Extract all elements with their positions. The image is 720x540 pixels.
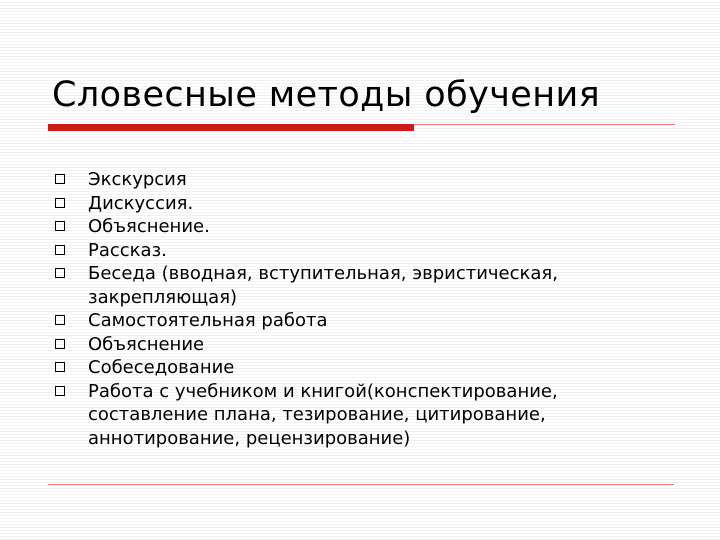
bullet-item	[0, 168, 648, 192]
title-underline	[414, 124, 675, 125]
bullet-item	[0, 215, 648, 239]
bullet-text: Объяснение.	[88, 216, 210, 237]
bullet-text: аннотирование, рецензирование)	[88, 427, 411, 449]
bullet-text: Собеседование	[88, 357, 235, 378]
bullet-text: закрепляющая)	[88, 286, 238, 308]
bullet-text: Объяснение	[88, 333, 205, 355]
bullet-text: Дискуссия.	[88, 192, 194, 214]
hollow-square-bullet-icon	[55, 198, 65, 208]
bullet-item	[0, 262, 648, 309]
bullet-item	[0, 356, 648, 380]
hollow-square-bullet-icon	[55, 386, 65, 396]
bullet-item	[0, 333, 648, 357]
bullet-text: Работа с учебником и книгой(конспектирование,	[88, 380, 558, 402]
bullet-item	[0, 239, 648, 263]
bullet-text: Самостоятельная работа	[88, 310, 328, 331]
bullet-item	[0, 380, 648, 451]
hollow-square-bullet-icon	[55, 245, 65, 255]
slide-title: Словесные методы обучения	[52, 75, 601, 115]
hollow-square-bullet-icon	[55, 362, 65, 372]
hollow-square-bullet-icon	[55, 315, 65, 325]
bullet-text: Беседа (вводная, вступительная, эвристическая,	[88, 263, 558, 284]
bullet-item	[0, 192, 648, 216]
bullet-text: составление плана, тезирование, цитирование,	[88, 404, 546, 425]
bullet-list	[0, 168, 648, 450]
title-accent-bar	[48, 124, 414, 131]
hollow-square-bullet-icon	[55, 339, 65, 349]
bottom-divider	[48, 484, 674, 485]
hollow-square-bullet-icon	[55, 268, 65, 278]
bullet-item	[0, 309, 648, 333]
hollow-square-bullet-icon	[55, 221, 65, 231]
bullet-text: Экскурсия	[88, 169, 187, 190]
bullet-text: Рассказ.	[88, 239, 167, 261]
hollow-square-bullet-icon	[55, 174, 65, 184]
